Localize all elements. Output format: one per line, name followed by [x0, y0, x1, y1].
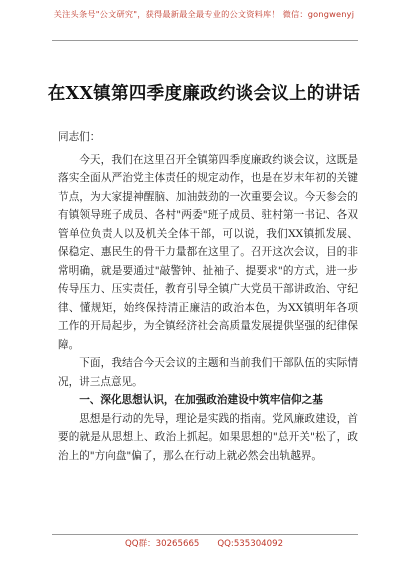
footer-qq-group: QQ群：30265665: [124, 539, 200, 549]
paragraph-intro: 今天，我们在这里召开全镇第四季度廉政约谈会议，这既是落实全面从严治党主体责任的规定动作，也是在岁末年初的关键节点，为大家提神醒脑、加油鼓劲的一次重要会议。今天参会的有镇领导班子成员、各村"两委"班子成员、驻村第一书记、各双管单位负责人以及机关全体干部，可以说，我们XX镇抓发展、保稳定、惠民生的骨干力量都在这里了。召开这次会议，目的非常明确，就是要通过"敲警钟、扯袖子、提要求"的方式，进一步传导压力、压实责任，教育引导全镇广大党员干部讲政治、守纪律、懂规矩，始终保持清正廉洁的政治本色，为XX镇明年各项工作的开局起步，为全镇经济社会高质量发展提供坚强的纪律保障。: [58, 153, 358, 351]
document-body: [58, 128, 358, 465]
document-title: 在XX镇第四季度廉政约谈会议上的讲话: [47, 84, 361, 104]
header-banner: 关注头条号"公文研究"，获得最新最全最专业的公文资料库！ 微信：gongwenyj: [53, 9, 355, 19]
section-heading-1: 一、深化思想认识，在加强政治建设中筑牢信仰之基: [79, 394, 323, 406]
footer-divider: [52, 534, 358, 535]
footer-qq: QQ:535304092: [217, 539, 284, 549]
salutation: 同志们：: [58, 131, 101, 143]
section-paragraph-1: 思想是行动的先导，理论是实践的指南。党风廉政建设，首要的就是从思想上、政治上抓起。如果思想的"总开关"松了，政治上的"方向盘"偏了，那么在行动上就必然会出轨越界。: [58, 412, 358, 462]
paragraph-outline: 下面，我结合今天会议的主题和当前我们干部队伍的实际情况，讲三点意见。: [58, 357, 358, 388]
header-divider: [52, 40, 358, 41]
footer-contact: [0, 538, 408, 550]
